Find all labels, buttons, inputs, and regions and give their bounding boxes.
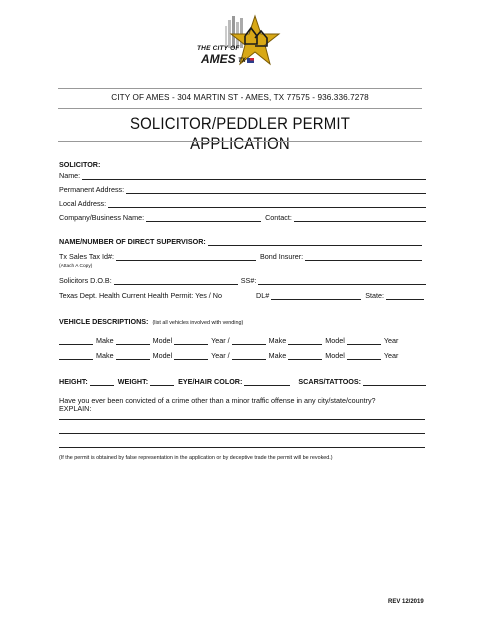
year-label: Year [383,351,399,360]
permanent-address-field[interactable] [126,185,426,194]
revocation-note: (If the permit is obtained by false representation in the application or by deceptive trade the permit will be revoked.) [59,455,333,461]
physical-row [59,374,426,386]
permanent-address-label: Permanent Address: [59,185,125,194]
vehicle3-make-field[interactable] [59,351,93,360]
dl-label: DL# [256,291,270,300]
solicitor-heading: SOLICITOR: [59,160,101,169]
vehicle-row-2 [59,348,426,360]
vehicle2-model-field[interactable] [288,336,322,345]
header-rule-mid [58,108,422,109]
ssn-field[interactable] [258,276,426,285]
make-label: Make [96,351,114,360]
company-field[interactable] [146,213,261,222]
attach-note: (Attach A Copy) [59,264,93,269]
ssn-label: SS#: [240,276,257,285]
eye-hair-field[interactable] [244,377,290,386]
dob-row [59,273,426,285]
vehicle2-make-field[interactable] [232,336,266,345]
vehicle4-year-field[interactable] [347,351,381,360]
address-line: CITY OF AMES - 304 MARTIN ST - AMES, TX 77575 - 936.336.7278 [111,93,369,102]
logo-line1: THE CITY OF [197,45,240,52]
local-address-row [59,196,426,208]
vehicle-heading: VEHICLE DESCRIPTIONS: [59,317,149,326]
conviction-question: Have you ever been convicted of a crime other than a minor traffic offense in any city/state/country? [59,396,376,405]
year-label: Year [383,336,399,345]
make-label: Make [96,336,114,345]
local-address-label: Local Address: [59,199,107,208]
model-label: Model [325,336,345,345]
header-rule-top [58,88,422,89]
explain-label: EXPLAIN: [59,404,92,413]
company-label: Company/Business Name: [59,213,145,222]
vehicle1-model-field[interactable] [116,336,150,345]
vehicle4-model-field[interactable] [288,351,322,360]
vehicle-subheading: (list all vehicles involved with vending) [152,320,244,326]
contact-field[interactable] [294,213,426,222]
logo-line2: AMES [201,52,236,66]
scars-label: SCARS/TATTOOS: [298,377,362,386]
vehicle4-make-field[interactable] [232,351,266,360]
explain-line-1[interactable] [59,419,425,420]
weight-field[interactable] [150,377,174,386]
page-title: SOLICITOR/PEDDLER PERMIT APPLICATION [129,114,351,153]
explain-line-3[interactable] [59,447,425,448]
logo-line3: TX [238,58,246,64]
eye-hair-label: EYE/HAIR COLOR: [178,377,243,386]
vehicle1-make-field[interactable] [59,336,93,345]
health-row [59,288,426,300]
year-slash-label: Year / [211,336,230,345]
state-label: State: [365,291,384,300]
name-row [59,168,426,180]
vehicle2-year-field[interactable] [347,336,381,345]
name-field[interactable] [82,171,426,180]
supervisor-heading: NAME/NUMBER OF DIRECT SUPERVISOR: [59,237,206,246]
header-rule-bottom [58,141,422,142]
health-label: Texas Dept. Health Current Health Permit: Yes / No [59,291,222,300]
height-label: HEIGHT: [59,377,88,386]
local-address-field[interactable] [108,199,426,208]
vehicle-heading-row [59,314,426,326]
contact-label: Contact: [265,213,292,222]
make-label: Make [268,351,287,360]
supervisor-field[interactable] [208,237,422,246]
dob-label: Solicitors D.O.B: [59,276,112,285]
explain-line-2[interactable] [59,433,425,434]
height-field[interactable] [90,377,114,386]
weight-label: WEIGHT: [117,377,149,386]
state-field[interactable] [386,291,424,300]
vehicle-row-1 [59,333,426,345]
bond-label: Bond Insurer: [260,252,304,261]
make-label: Make [268,336,287,345]
vehicle3-model-field[interactable] [116,351,150,360]
permanent-address-row [59,182,426,194]
supervisor-row [59,234,426,246]
name-label: Name: [59,171,81,180]
explain-row [59,401,426,413]
year-slash-label: Year / [211,351,230,360]
company-row [59,210,426,222]
scars-field[interactable] [363,377,426,386]
attach-row [59,260,426,269]
tax-id-label: Tx Sales Tax Id#: [59,252,114,261]
dob-field[interactable] [114,276,238,285]
revision-label: REV 12/2019 [388,599,424,605]
vehicle1-year-field[interactable] [174,336,208,345]
dl-field[interactable] [271,291,361,300]
model-label: Model [152,351,173,360]
model-label: Model [325,351,345,360]
vehicle3-year-field[interactable] [174,351,208,360]
model-label: Model [152,336,173,345]
city-logo [195,14,285,84]
